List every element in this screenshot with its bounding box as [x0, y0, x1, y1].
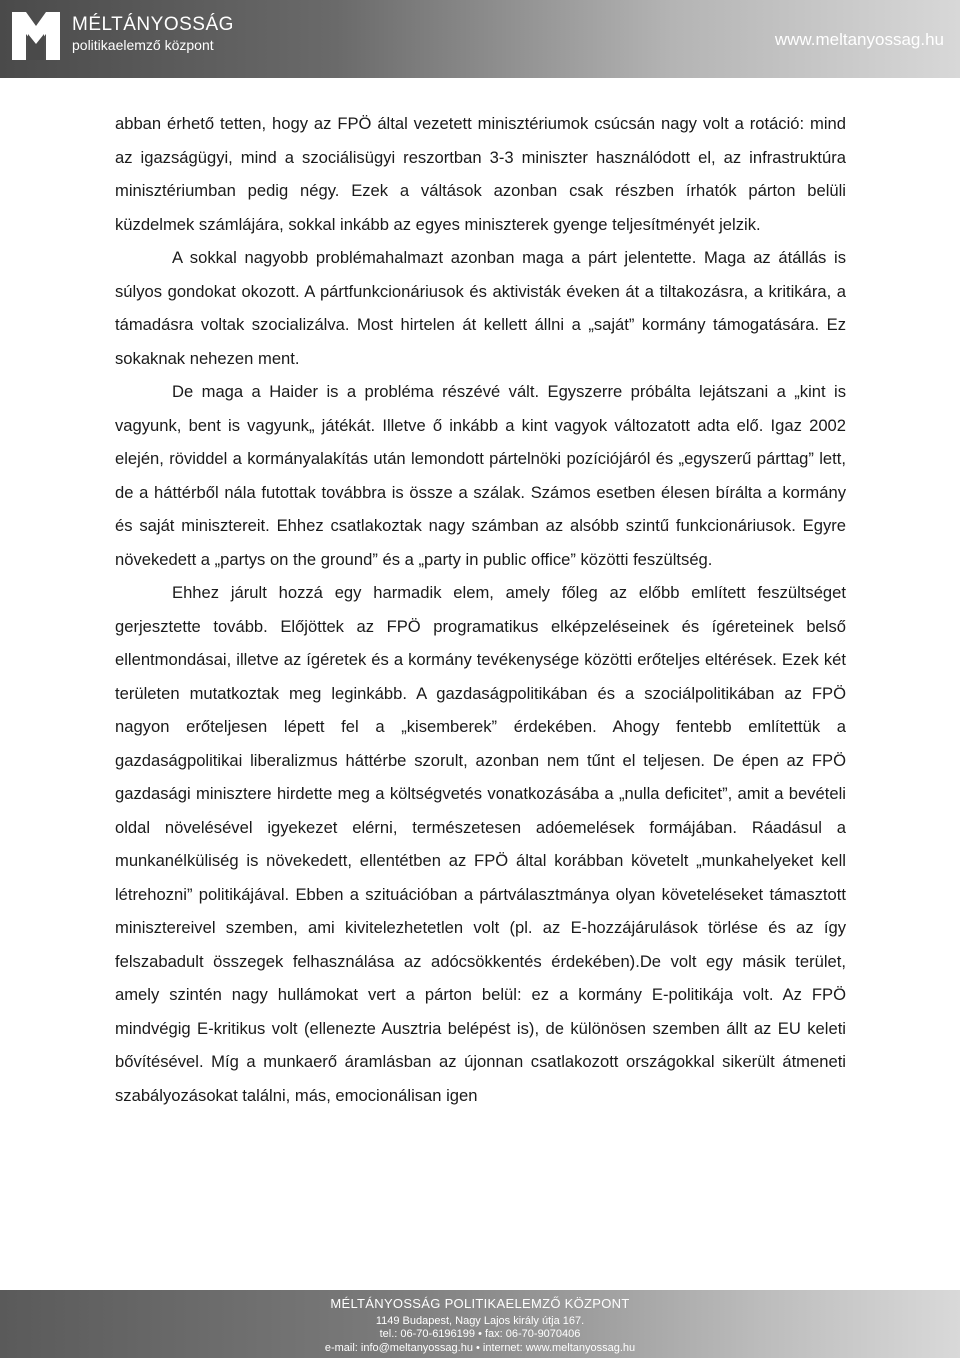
document-body	[115, 107, 846, 1112]
paragraph-1: abban érhető tetten, hogy az FPÖ által vezetett minisztériumok csúcsán nagy volt a rotáció: mind az igazságügyi, mind a szociálisügyi reszortban 3-3 miniszter használódott el, az infrastruktúra minisztériumban pedig négy. Ezek a váltások azonban csak részben írhatók párton belüli küzdelmek számlájára, sokkal inkább az egyes miniszterek gyenge teljesítményét jelzik.	[115, 114, 846, 234]
brand-name: MÉLTÁNYOSSÁG	[72, 14, 234, 35]
paragraph-3: De maga a Haider is a probléma részévé vált. Egyszerre próbálta lejátszani a „kint is vagyunk, bent is vagyunk„ játékát. Illetve ő inkább a kint vagyok változatott adta elő. Igaz 2002 elején, röviddel a kormányalakítás után lemondott pártelnöki pozíciójáról és „egyszerű párttag” lett, de a háttérből nála futottak továbbra is össze a szálak. Számos esetben élesen bírálta a kormány és saját minisztereit. Ehhez csatlakoztak nagy számban az alsóbb szintű funkcionáriusok. Egyre növekedett a „partys on the ground” és a „party in public office” közötti feszültség.	[115, 382, 846, 569]
paragraph-2: A sokkal nagyobb problémahalmazt azonban maga a párt jelentette. Maga az átállás is súlyos gondokat okozott. A pártfunkcionáriusok és aktivisták éveken át a tiltakozásra, a kritikára, a támadásra voltak szocializálva. Most hirtelen át kellett állni a „saját” kormány támogatására. Ez sokaknak nehezen ment.	[115, 248, 846, 368]
footer-contact: e-mail: info@meltanyossag.hu • internet: www.meltanyossag.hu	[324, 1342, 636, 1354]
paragraph-4: Ehhez járult hozzá egy harmadik elem, amely főleg az előbb említett feszültséget gerjesztette tovább. Előjöttek az FPÖ programatikus elképzeléseinek és ígéreteinek belső ellentmondásai, illetve az ígéretek és a kormány tevékenysége közötti erőteljes eltérések. Ezek két területen mutatkoztak meg leginkább. A gazdaságpolitikában és a szociálpolitikában az FPÖ nagyon erőteljesen lépett fel a „kisemberek” érdekében. Ahogy fentebb említettük a gazdaságpolitikai liberalizmus háttérbe szorult, azonban nem tűnt el teljesen. De épen az FPÖ gazdasági minisztere hirdette meg a költségvetés vonatkozásába a „nulla deficitet”, amit a bevételi oldal növelésével igyekezet elérni, természetesen adóemelések formájában. Ráadásul a munkanélküliség is növekedett, ellentétben az FPÖ által korábban követelt „munkahelyeket kell létrehozni” politikájával. Ebben a szituációban a pártválasztmánya olyan követeléseket támasztott minisztereivel szemben, ami kivitelezhetetlen volt (pl. az E-hozzájárulások törlése és az így felszabadult összegek felhasználása az adócsökkentés érdekében).De volt egy másik terület, amely szintén nagy hullámokat vert a párton belül: ez a kormány E-politikája volt. Az FPÖ mindvégig E-kritikus volt (ellenezte Ausztria belépést is), de különösen szemben állt az EU keleti bővítésével. Míg a munkaerő áramlásban az újonnan csatlakozott országokkal sikerült átmeneti szabályozásokat találni, más, emocionálisan igen	[115, 583, 846, 1105]
meltanyossag-logo-icon	[12, 12, 60, 60]
footer-phone: tel.: 06-70-6196199 • fax: 06-70-9070406	[379, 1328, 581, 1340]
footer-title: MÉLTÁNYOSSÁG POLITIKAELEMZŐ KÖZPONT	[330, 1296, 630, 1311]
site-url-link[interactable]: www.meltanyossag.hu	[774, 30, 944, 49]
brand-subtitle: politikaelemző központ	[72, 37, 214, 53]
page-header	[0, 0, 960, 78]
footer-address: 1149 Budapest, Nagy Lajos király útja 167.	[375, 1315, 585, 1327]
page-footer	[0, 1290, 960, 1358]
brand	[72, 14, 234, 54]
